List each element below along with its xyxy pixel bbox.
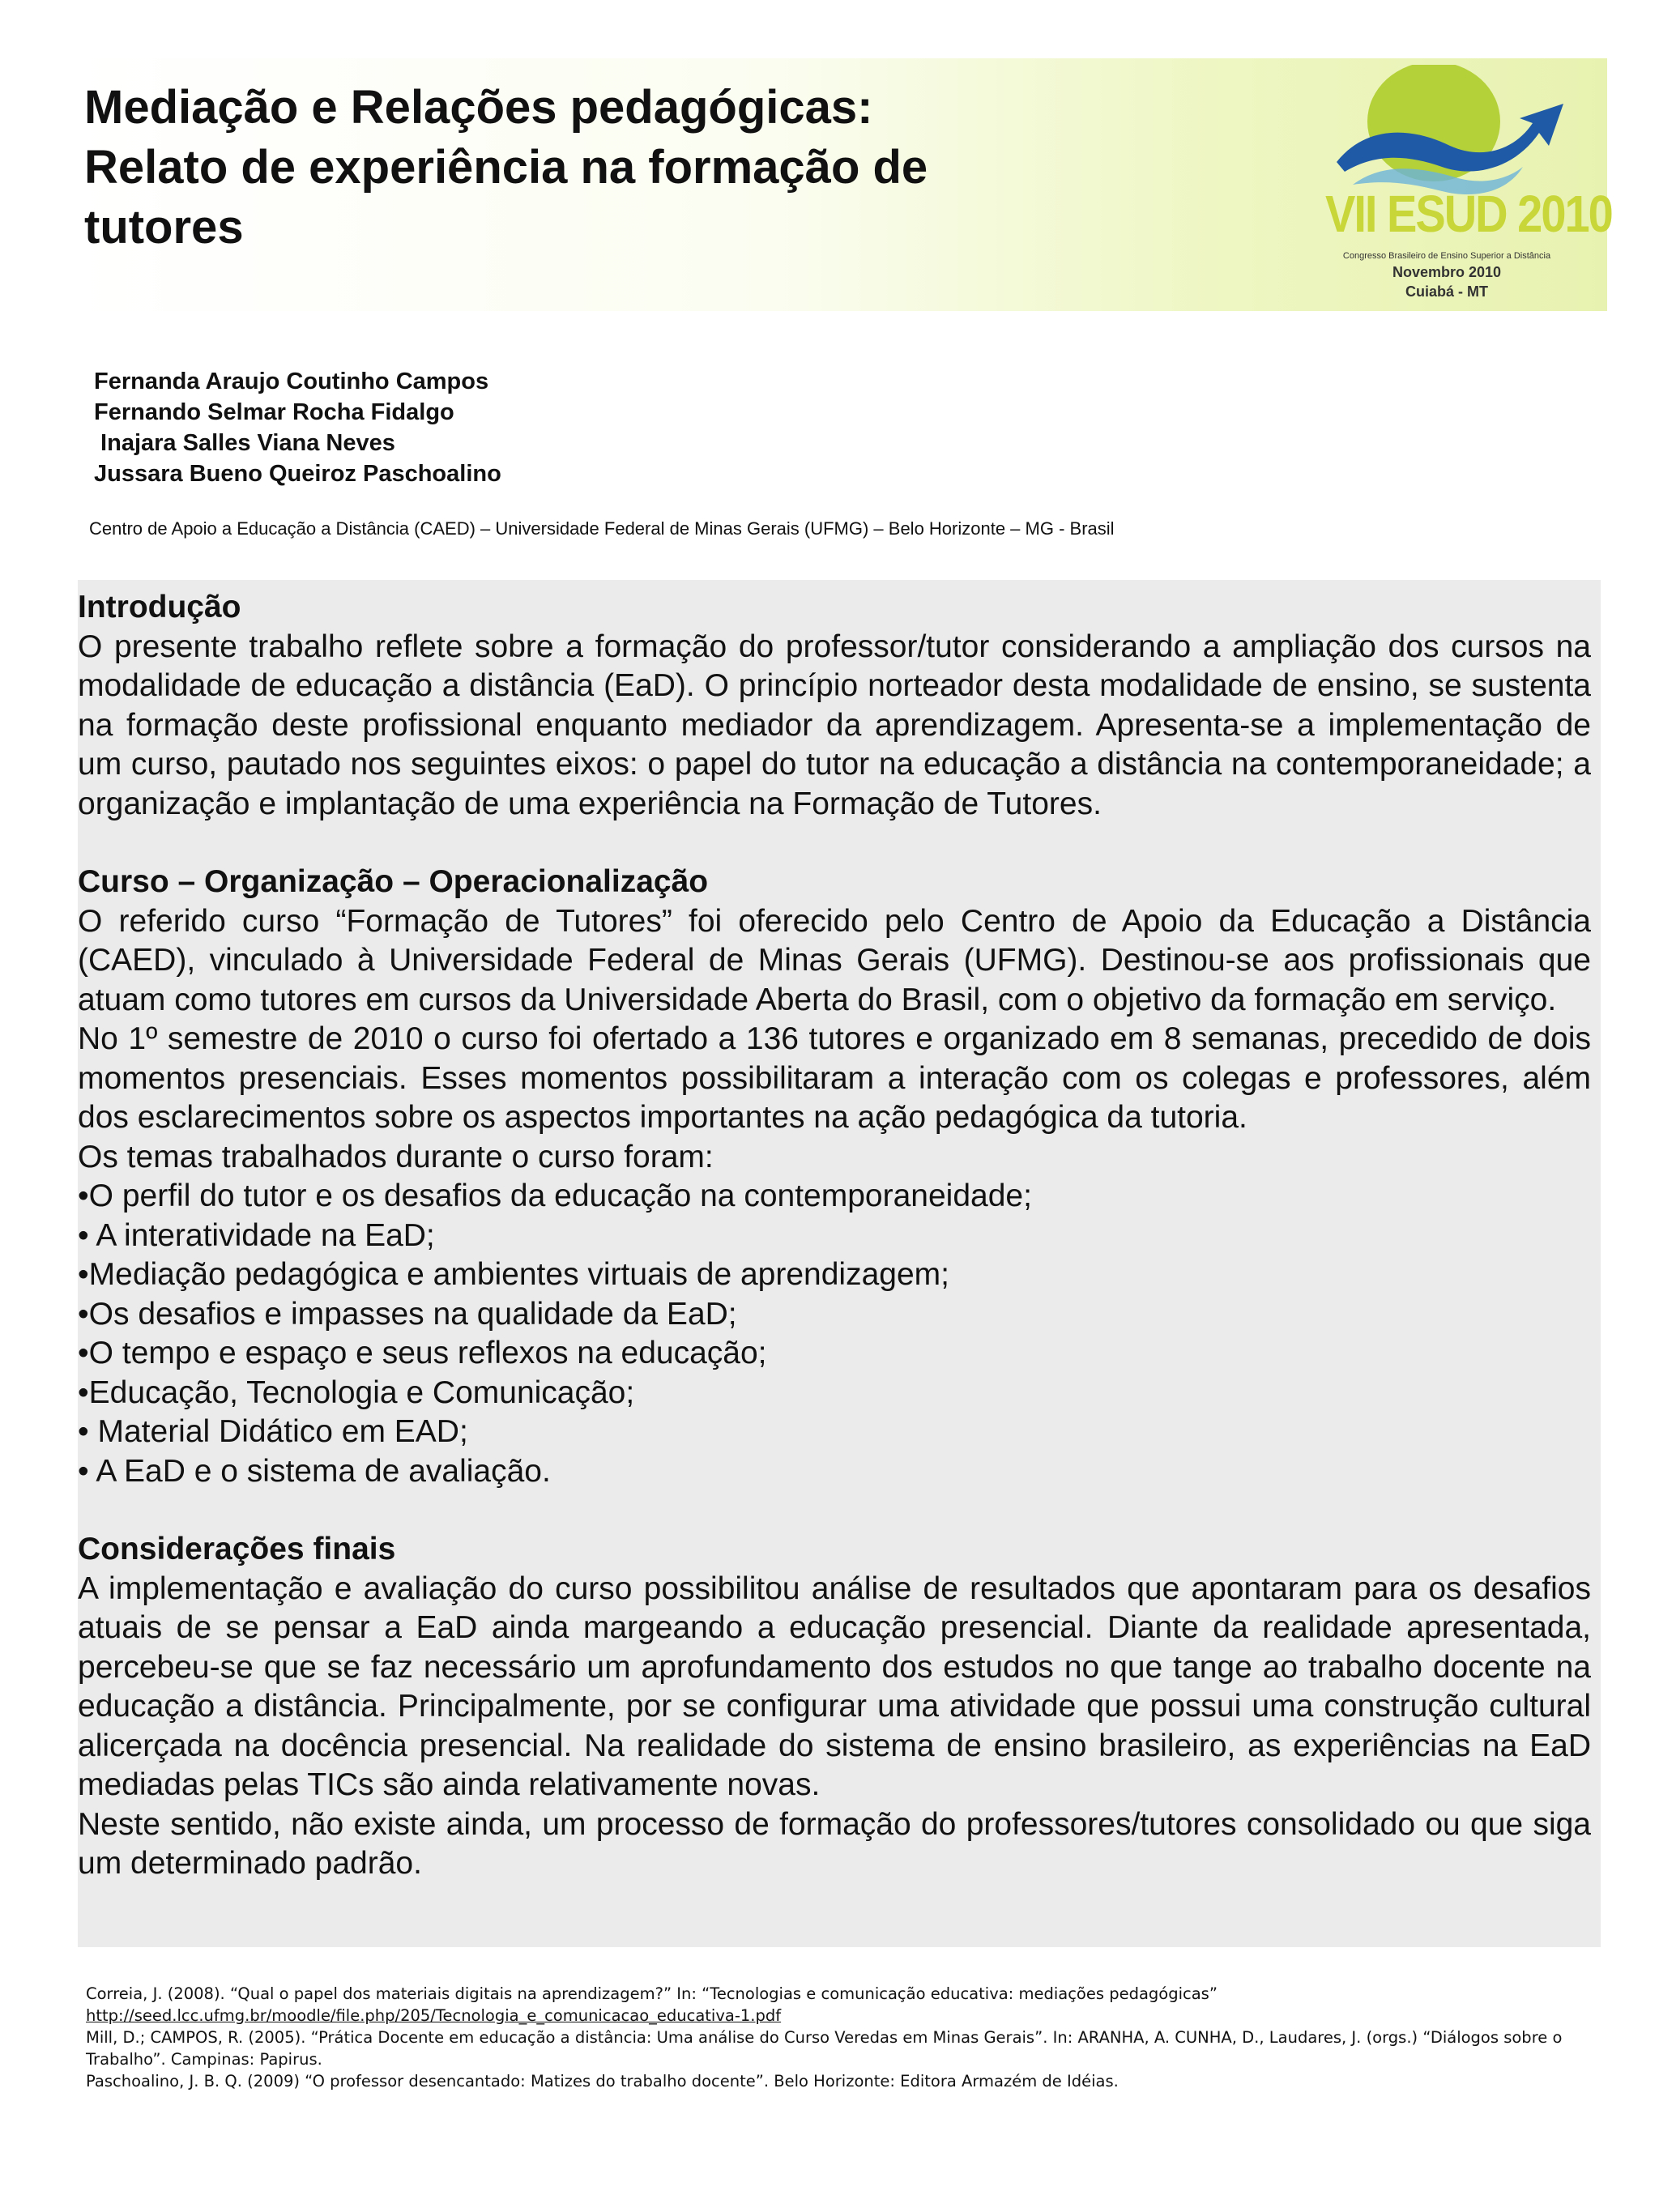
reference-3: Paschoalino, J. B. Q. (2009) “O professor desencantado: Matizes do trabalho docente”. Belo Horizonte: Editora Armazém de Idéias. — [86, 2072, 1119, 2091]
poster-title: Mediação e Relações pedagógicas: Relato de experiência na formação de tutores — [84, 81, 928, 254]
spacer — [78, 1491, 1591, 1530]
reference-1: Correia, J. (2008). “Qual o papel dos materiais digitais na aprendizagem?” In: “Tecnologias e comunicação educativa: mediações pedagógicas” — [86, 1984, 1218, 2003]
list-item: •Educação, Tecnologia e Comunicação; — [78, 1375, 635, 1410]
course-paragraph-2: No 1º semestre de 2010 o curso foi ofertado a 136 tutores e organizado em 8 semanas, precedido de dois momentos presenciais. Esses momentos possibilitaram a interação com os colegas e professores, além dos esclarecimentos sobre os aspectos importantes na ação pedagógica da tutoria. — [78, 1021, 1591, 1135]
reference-1-link[interactable]: http://seed.lcc.ufmg.br/moodle/file.php/205/Tecnologia_e_comunicacao_educativa-1.pdf — [86, 2006, 782, 2025]
logo-place: Cuiabá - MT — [1405, 283, 1488, 300]
list-item: •O perfil do tutor e os desafios da educação na contemporaneidade; — [78, 1178, 1032, 1213]
references — [86, 1983, 1593, 2092]
topics-intro: Os temas trabalhados durante o curso foram: — [78, 1139, 714, 1174]
list-item: •Mediação pedagógica e ambientes virtuais de aprendizagem; — [78, 1257, 949, 1292]
author-list — [94, 366, 823, 489]
author-name: Inajara Salles Viana Neves — [94, 430, 395, 456]
topics-list — [78, 1177, 1591, 1491]
list-item: • Material Didático em EAD; — [78, 1414, 468, 1449]
list-item: • A EaD e o sistema de avaliação. — [78, 1453, 551, 1489]
spacer — [78, 824, 1591, 863]
final-heading: Considerações finais — [78, 1532, 396, 1566]
author-name: Fernando Selmar Rocha Fidalgo — [94, 399, 454, 425]
course-paragraph-1: O referido curso “Formação de Tutores” foi oferecido pelo Centro de Apoio da Educação a Distância (CAED), vinculado à Universidade Federal de Minas Gerais (UFMG). Destinou-se aos profissionais que atuam como tutores em cursos da Universidade Aberta do Brasil, com o objetivo da formação em serviço. — [78, 903, 1591, 1017]
course-heading: Curso – Organização – Operacionalização — [78, 864, 709, 899]
author-name: Jussara Bueno Queiroz Paschoalino — [94, 461, 501, 487]
final-paragraph-2: Neste sentido, não existe ainda, um processo de formação do professores/tutores consolidado ou que siga um determinado padrão. — [78, 1806, 1591, 1881]
list-item: • A interatividade na EaD; — [78, 1217, 435, 1253]
logo-subtitle: Congresso Brasileiro de Ensino Superior a Distância — [1342, 251, 1551, 261]
logo-date: Novembro 2010 — [1392, 264, 1502, 280]
affiliation: Centro de Apoio a Educação a Distância (CAED) – Universidade Federal de Minas Gerais (UFMG) – Belo Horizonte – MG - Brasil — [89, 518, 1115, 539]
author-name: Fernanda Araujo Coutinho Campos — [94, 369, 489, 394]
main-content — [78, 588, 1591, 1884]
list-item: •O tempo e espaço e seus reflexos na educação; — [78, 1336, 767, 1370]
intro-paragraph: O presente trabalho reflete sobre a formação do professor/tutor considerando a ampliação dos cursos na modalidade de educação a distância (EaD). O princípio norteador desta modalidade de ensino, se sustenta na formação deste profissional enquanto mediador da aprendizagem. Apresenta-se a implementação de um curso, pautado nos seguintes eixos: o papel do tutor na educação a distância na contemporaneidade; a organização e implantação de uma experiência na Formação de Tutores. — [78, 629, 1591, 821]
list-item: •Os desafios e impasses na qualidade da EaD; — [78, 1296, 737, 1332]
logo-main-text: VII ESUD 2010 — [1325, 184, 1612, 243]
final-paragraph-1: A implementação e avaliação do curso possibilitou análise de resultados que apontaram para os desafios atuais de se pensar a EaD ainda margeando a educação presencial. Diante da realidade apresentada, percebeu-se que se faz necessário um aprofundamento dos estudos no que tange ao trabalho docente na educação a distância. Principalmente, por se configurar uma atividade que possui uma construção cultural alicerçada na docência presencial. Na realidade do sistema de ensino brasileiro, as experiências na EaD mediadas pelas TICs são ainda relativamente novas. — [78, 1571, 1591, 1802]
intro-heading: Introdução — [78, 590, 241, 624]
reference-2: Mill, D.; CAMPOS, R. (2005). “Prática Docente em educação a distância: Uma análise do Curso Veredas em Minas Gerais”. In: ARANHA, A. CUNHA, D., Laudares, J. (orgs.) “Diálogos sobre o Trabalho”. Campinas: Papirus. — [86, 2028, 1563, 2069]
